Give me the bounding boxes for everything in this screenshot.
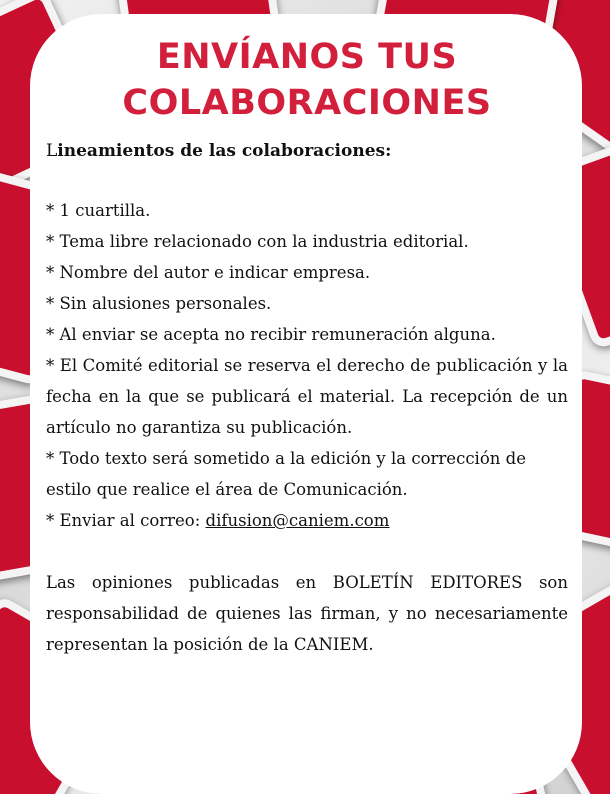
content-card [30, 14, 582, 794]
email-link[interactable]: difusion@caniem.com [205, 511, 390, 530]
guidelines-list [46, 164, 568, 660]
guidelines-heading-text: ineamientos de las colaboraciones: [57, 141, 392, 161]
disclaimer-text: Las opiniones publicadas en BOLETÍN EDITORES son responsabilidad de quienes las firman, y no necesariamente representan la posición de la CANIEM. [46, 573, 568, 654]
title-line-1: ENVÍANOS TUS [156, 37, 458, 77]
email-line [46, 505, 568, 536]
guidelines-heading-initial: L [46, 141, 58, 161]
guideline-item: * 1 cuartilla. [46, 201, 151, 220]
guidelines-heading [46, 138, 568, 164]
email-prefix: * Enviar al correo: [46, 511, 206, 530]
guideline-item: * Tema libre relacionado con la industria editorial. [46, 232, 469, 251]
page-title [46, 34, 568, 126]
title-line-2: COLABORACIONES [122, 83, 492, 123]
guideline-item: * Sin alusiones personales. [46, 294, 272, 313]
guideline-item: * Todo texto será sometido a la edición y la corrección de estilo que realice el área de Comunicación. [46, 449, 526, 499]
guideline-item: * El Comité editorial se reserva el derecho de publicación y la fecha en la que se publicará el material. La recepción de un artículo no garantiza su publicación. [46, 356, 568, 437]
spacer [46, 536, 568, 567]
spacer [46, 164, 568, 195]
guideline-item: * Al enviar se acepta no recibir remuneración alguna. [46, 325, 496, 344]
guideline-item: * Nombre del autor e indicar empresa. [46, 263, 371, 282]
